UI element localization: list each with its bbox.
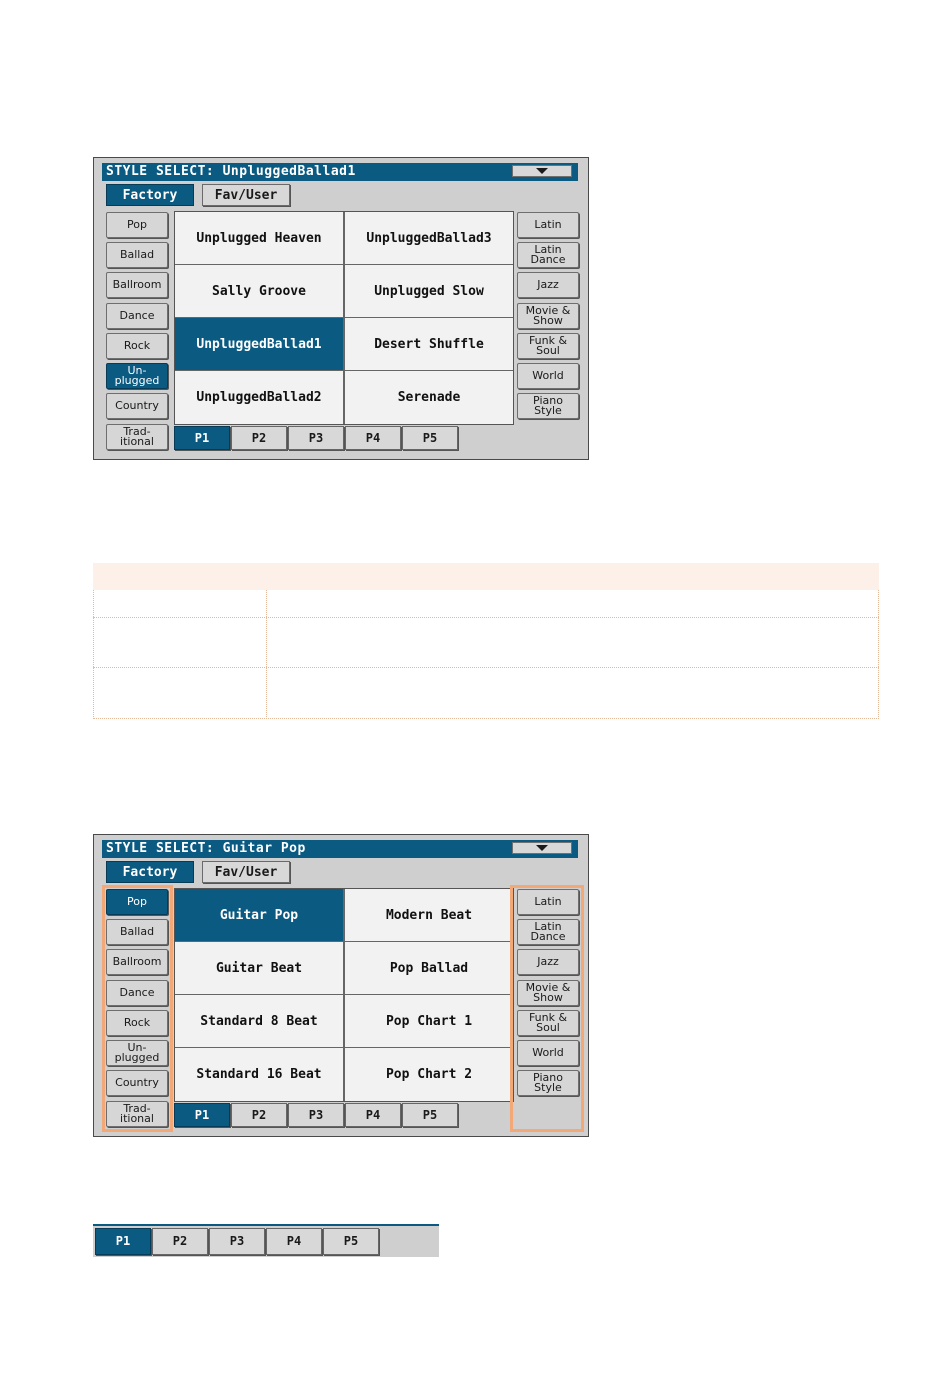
page-tab-p2[interactable]: P2	[152, 1228, 208, 1255]
category-world[interactable]: World	[517, 1040, 579, 1066]
category-country[interactable]: Country	[106, 1070, 168, 1096]
tab-fav-user[interactable]: Fav/User	[202, 184, 290, 206]
style-grid	[174, 211, 514, 425]
style-cell[interactable]: Sally Groove	[175, 265, 343, 317]
panel-title-bar	[102, 840, 578, 858]
category-ballroom[interactable]: Ballroom	[106, 949, 168, 975]
table-row	[93, 590, 879, 618]
style-grid	[174, 888, 514, 1102]
tab-factory[interactable]: Factory	[106, 861, 194, 883]
category-ballroom[interactable]: Ballroom	[106, 272, 168, 298]
category-latin-dance[interactable]: Latin Dance	[517, 919, 579, 945]
category-unplugged[interactable]: Un- plugged	[106, 1040, 168, 1066]
category-rock[interactable]: Rock	[106, 1010, 168, 1036]
category-country[interactable]: Country	[106, 393, 168, 419]
page-tab-p5[interactable]: P5	[402, 1103, 458, 1127]
category-latin-dance[interactable]: Latin Dance	[517, 242, 579, 268]
category-ballad[interactable]: Ballad	[106, 242, 168, 268]
category-unplugged[interactable]: Un- plugged	[106, 363, 168, 389]
style-cell[interactable]: Pop Ballad	[345, 942, 513, 994]
table-row	[93, 668, 879, 719]
grid-divider	[175, 1047, 513, 1048]
style-cell[interactable]: Unplugged Heaven	[175, 212, 343, 264]
triangle-down-icon	[536, 168, 548, 174]
style-cell[interactable]: Standard 16 Beat	[175, 1048, 343, 1100]
page-tab-p3[interactable]: P3	[288, 426, 344, 450]
empty-table	[93, 563, 879, 719]
style-cell[interactable]: Pop Chart 2	[345, 1048, 513, 1100]
style-cell-selected[interactable]: Guitar Pop	[175, 889, 343, 941]
panel-title: STYLE SELECT: Guitar Pop	[106, 841, 306, 856]
grid-divider	[175, 370, 513, 371]
page-tab-p3[interactable]: P3	[209, 1228, 265, 1255]
style-cell[interactable]: Serenade	[345, 371, 513, 423]
category-latin[interactable]: Latin	[517, 889, 579, 915]
page-tab-p3[interactable]: P3	[288, 1103, 344, 1127]
category-latin[interactable]: Latin	[517, 212, 579, 238]
category-ballad[interactable]: Ballad	[106, 919, 168, 945]
page-tab-p1[interactable]: P1	[174, 426, 230, 450]
style-cell[interactable]: Desert Shuffle	[345, 318, 513, 370]
page-tab-p1[interactable]: P1	[174, 1103, 230, 1127]
category-dance[interactable]: Dance	[106, 980, 168, 1006]
category-jazz[interactable]: Jazz	[517, 272, 579, 298]
style-cell[interactable]: UnpluggedBallad2	[175, 371, 343, 423]
category-piano-style[interactable]: Piano Style	[517, 393, 579, 419]
tab-factory[interactable]: Factory	[106, 184, 194, 206]
page-tab-p4[interactable]: P4	[266, 1228, 322, 1255]
category-pop[interactable]: Pop	[106, 212, 168, 238]
category-world[interactable]: World	[517, 363, 579, 389]
style-cell[interactable]: Unplugged Slow	[345, 265, 513, 317]
category-dance[interactable]: Dance	[106, 303, 168, 329]
category-movie-show[interactable]: Movie & Show	[517, 303, 579, 329]
dropdown-menu-button[interactable]	[512, 165, 572, 177]
category-funk-soul[interactable]: Funk & Soul	[517, 1010, 579, 1036]
page-tab-p2[interactable]: P2	[231, 1103, 287, 1127]
grid-divider	[343, 212, 345, 424]
style-select-panel-1	[93, 157, 589, 460]
category-rock[interactable]: Rock	[106, 333, 168, 359]
table-border	[878, 590, 879, 719]
left-category-highlight	[102, 885, 173, 1132]
category-traditional[interactable]: Trad- itional	[106, 424, 168, 450]
page-tab-p1[interactable]: P1	[95, 1228, 151, 1255]
style-cell[interactable]: Guitar Beat	[175, 942, 343, 994]
style-cell[interactable]: Pop Chart 1	[345, 995, 513, 1047]
table-row	[93, 618, 879, 668]
page-tab-p5[interactable]: P5	[402, 426, 458, 450]
category-pop[interactable]: Pop	[106, 889, 168, 915]
table-border	[93, 590, 94, 719]
grid-divider	[343, 889, 345, 1101]
page-tab-bar	[93, 1224, 439, 1257]
category-jazz[interactable]: Jazz	[517, 949, 579, 975]
category-piano-style[interactable]: Piano Style	[517, 1070, 579, 1096]
grid-divider	[175, 317, 513, 318]
page-tab-p5[interactable]: P5	[323, 1228, 379, 1255]
grid-divider	[175, 264, 513, 265]
table-column-divider	[266, 590, 267, 719]
right-category-highlight	[510, 885, 584, 1132]
grid-divider	[175, 994, 513, 995]
style-cell[interactable]: UnpluggedBallad3	[345, 212, 513, 264]
style-cell-selected[interactable]: UnpluggedBallad1	[175, 318, 343, 370]
category-funk-soul[interactable]: Funk & Soul	[517, 333, 579, 359]
style-cell[interactable]: Standard 8 Beat	[175, 995, 343, 1047]
table-header-row	[93, 563, 879, 590]
triangle-down-icon	[536, 845, 548, 851]
panel-title: STYLE SELECT: UnpluggedBallad1	[106, 164, 356, 179]
grid-divider	[175, 941, 513, 942]
style-cell[interactable]: Modern Beat	[345, 889, 513, 941]
dropdown-menu-button[interactable]	[512, 842, 572, 854]
tab-fav-user[interactable]: Fav/User	[202, 861, 290, 883]
category-movie-show[interactable]: Movie & Show	[517, 980, 579, 1006]
page-tab-p4[interactable]: P4	[345, 1103, 401, 1127]
panel-title-bar	[102, 163, 578, 181]
page-tab-p4[interactable]: P4	[345, 426, 401, 450]
page-tab-p2[interactable]: P2	[231, 426, 287, 450]
category-traditional[interactable]: Trad- itional	[106, 1101, 168, 1127]
page-tab-bar-top-line	[93, 1224, 439, 1226]
style-select-panel-2	[93, 834, 589, 1137]
